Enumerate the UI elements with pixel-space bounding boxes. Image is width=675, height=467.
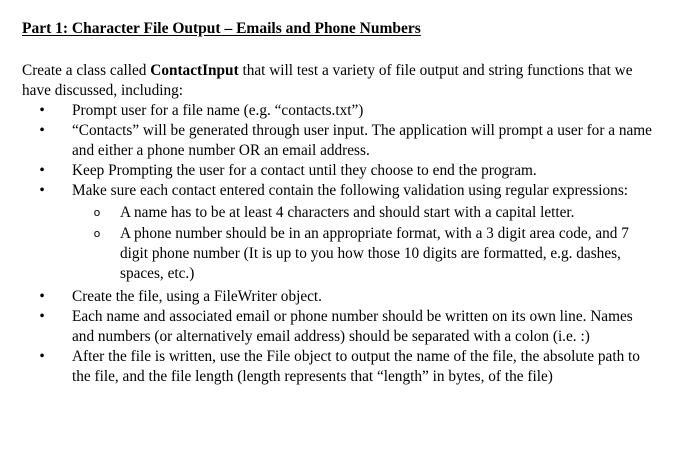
section-heading: Part 1: Character File Output – Emails and Phone Numbers bbox=[22, 20, 421, 37]
list-item-text: Create the file, using a FileWriter object. bbox=[72, 288, 322, 305]
list-item bbox=[0, 101, 675, 121]
list-item bbox=[0, 287, 675, 307]
list-item-text: Make sure each contact entered contain the following validation using regular expressions: bbox=[72, 182, 629, 199]
list-item bbox=[0, 181, 675, 284]
bullet-marker: • bbox=[39, 162, 45, 179]
sub-bullet-marker: o bbox=[93, 227, 101, 240]
bullet-marker: • bbox=[39, 288, 45, 305]
bullet-marker: • bbox=[39, 102, 45, 119]
sub-list-item-text: A name has to be at least 4 characters and should start with a capital letter. bbox=[120, 204, 575, 221]
validation-sublist bbox=[72, 203, 655, 284]
sub-list-item-text: A phone number should be in an appropriate format, with a 3 digit area code, and 7 digit phone number (It is up to you how those 10 digits are formatted, e.g. dashes, spaces, etc.) bbox=[120, 225, 629, 282]
requirements-list bbox=[0, 101, 675, 387]
bullet-marker: • bbox=[39, 308, 45, 325]
intro-text-after: that will test a variety of file output and string functions that we have discussed, including: bbox=[22, 62, 633, 99]
list-item bbox=[0, 121, 675, 161]
sub-list-item bbox=[72, 203, 655, 223]
list-item-text: Each name and associated email or phone number should be written on its own line. Names and numbers (or alternatively email address) should be separated with a colon (i.e. :) bbox=[72, 308, 633, 345]
list-item bbox=[0, 347, 675, 387]
bullet-marker: • bbox=[39, 348, 45, 365]
bullet-marker: • bbox=[39, 122, 45, 139]
list-item-text: After the file is written, use the File object to output the name of the file, the absolute path to the file, and the file length (length represents that “length” in bytes, of the file) bbox=[72, 348, 640, 385]
sub-list-item bbox=[72, 224, 655, 284]
sub-bullet-marker: o bbox=[93, 206, 101, 219]
class-name: ContactInput bbox=[150, 62, 239, 79]
intro-text-before: Create a class called bbox=[22, 62, 151, 79]
list-item-text: Keep Prompting the user for a contact until they choose to end the program. bbox=[72, 162, 537, 179]
list-item-text: Prompt user for a file name (e.g. “contacts.txt”) bbox=[72, 102, 364, 119]
list-item-text: “Contacts” will be generated through user input. The application will prompt a user for a name and either a phone number OR an email address. bbox=[72, 122, 652, 159]
bullet-marker: • bbox=[39, 182, 45, 199]
list-item bbox=[0, 161, 675, 181]
intro-paragraph bbox=[22, 61, 662, 101]
list-item bbox=[0, 307, 675, 347]
